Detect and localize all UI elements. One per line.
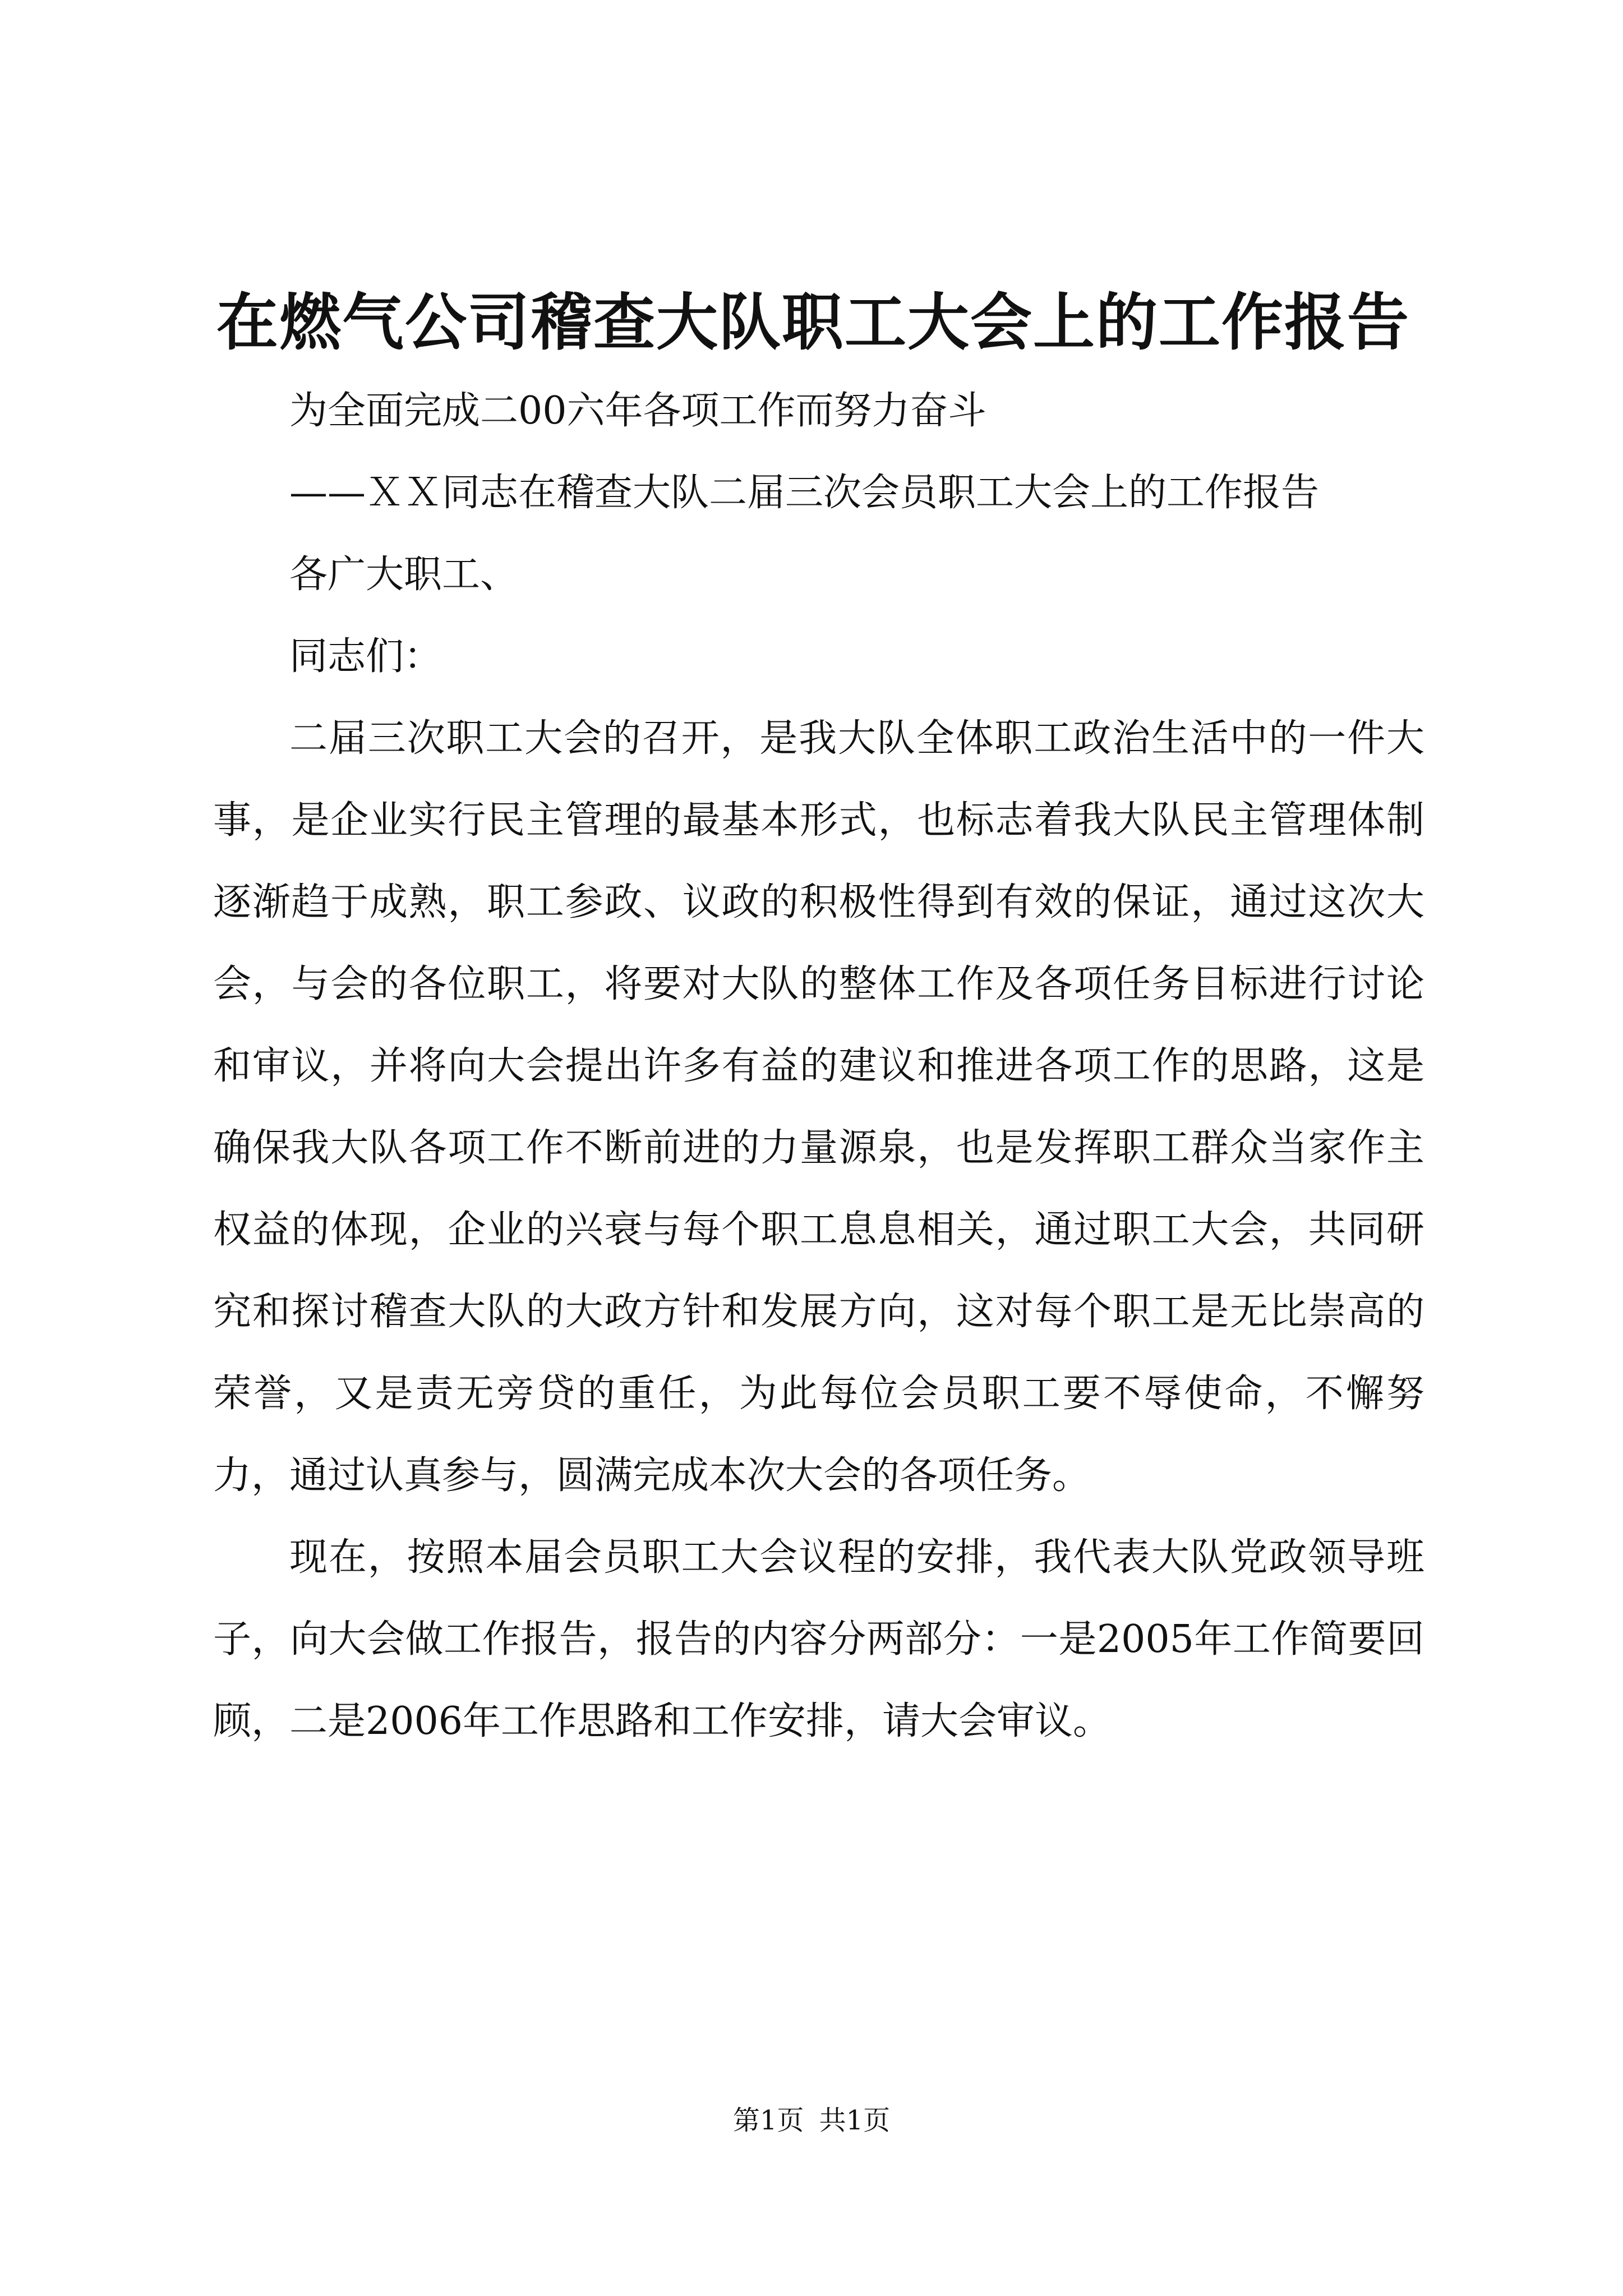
document-subtitle: 为全面完成二00六年各项工作而努力奋斗 [289, 389, 986, 433]
document-body [213, 370, 1424, 1763]
greeting-line-1: 各广大职工、 [289, 553, 519, 597]
page-number: 第1页 [732, 2105, 804, 2136]
page-total: 共1页 [819, 2105, 891, 2136]
page-footer [0, 2104, 1623, 2137]
greeting-line-2: 同志们： [289, 634, 442, 679]
body-paragraph-2: 现在，按照本届会员职工大会议程的安排，我代表大队党政领导班子，向大会做工作报告，报告的内容分两部分：一是2005年工作简要回顾，二是2006年工作思路和工作安排，请大会审议。 [213, 1535, 1424, 1743]
document-title: 在燃气公司稽查大队职工大会上的工作报告 [216, 287, 1410, 358]
body-paragraph-1: 二届三次职工大会的召开，是我大队全体职工政治生活中的一件大事，是企业实行民主管理的最基本形式，也标志着我大队民主管理体制逐渐趋于成熟，职工参政、议政的积极性得到有效的保证，通过这次大会，与会的各位职工，将要对大队的整体工作及各项任务目标进行讨论和审议，并将向大会提出许多有益的建议和推进各项工作的思路，这是确保我大队各项工作不断前进的力量源泉，也是发挥职工群众当家作主权益的体现，企业的兴衰与每个职工息息相关，通过职工大会，共同研究和探讨稽查大队的大政方针和发展方向，这对每个职工是无比崇高的荣誉，又是责无旁贷的重任，为此每位会员职工要不辱使命，不懈努力，通过认真参与，圆满完成本次大会的各项任务。 [213, 716, 1424, 1498]
document-byline: ——ＸＸ同志在稽查大队二届三次会员职工大会上的工作报告 [289, 471, 1320, 515]
